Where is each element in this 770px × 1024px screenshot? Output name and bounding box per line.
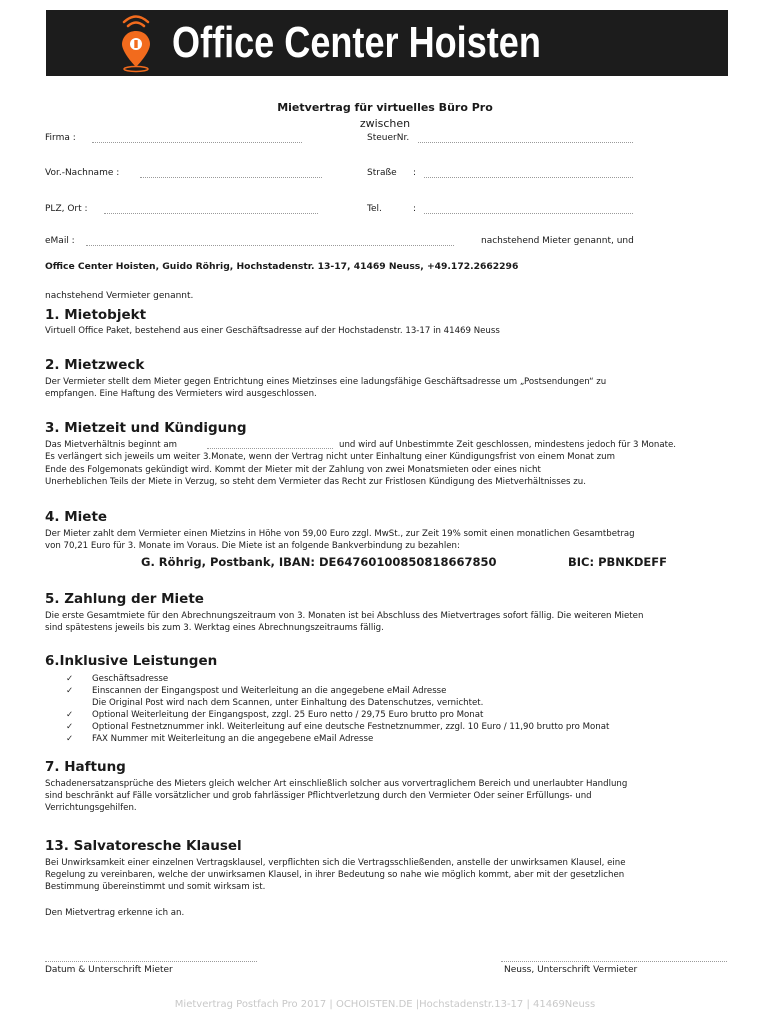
section-13-line-2: Regelung zu vereinbaren, welche der unwirksamen Klausel, in ihrer Bedeutung so nahe wie möglich kommt, aber mit der gesetzlichen (45, 870, 625, 880)
section-3-line-1b: und wird auf Unbestimmte Zeit geschlossen, mindestens jedoch für 3 Monate. (339, 440, 676, 450)
page-footer: Mietvertrag Postfach Pro 2017 | OCHOISTEN.DE |Hochstadenstr.13-17 | 41469Neuss (174, 999, 596, 1010)
section-3-line-3: Ende des Folgemonats gekündigt wird. Kommt der Mieter mit der Zahlung von zwei Monatsmieten oder eines nicht (45, 465, 541, 475)
section-13-line-3: Bestimmung übereinstimmt und somit wirksam ist. (45, 882, 266, 892)
mieter-note: nachstehend Mieter genannt, und (481, 236, 634, 246)
section-4-heading: 4. Miete (45, 509, 108, 525)
landlord-info: Office Center Hoisten, Guido Röhrig, Hochstadenstr. 13-17, 41469 Neuss, +49.172.2662296 (45, 261, 519, 272)
landlord-signature-line[interactable] (501, 961, 727, 962)
section-5-heading: 5. Zahlung der Miete (45, 591, 204, 607)
list-item: ✓ Geschäftsadresse (66, 674, 169, 684)
services-list (66, 673, 609, 746)
landlord-signature-label: Neuss, Unterschrift Vermieter (504, 965, 638, 975)
section-2-line-2: empfangen. Eine Haftung des Vermieters wird ausgeschlossen. (45, 389, 317, 399)
checkmark-icon: ✓ (66, 674, 74, 684)
tel-field[interactable] (424, 213, 633, 214)
section-3-line-1a: Das Mietverhältnis beginnt am (45, 440, 178, 450)
checkmark-icon: ✓ (66, 710, 74, 721)
section-4-line-1: Der Mieter zahlt dem Vermieter einen Mietzins in Höhe von 59,00 Euro zzgl. MwSt., zur Zeit 19% somit einen monatlichen Gesamtbetrag (45, 529, 635, 539)
name-label: Vor.-Nachname : (45, 168, 120, 178)
list-item: ✓ Optional Festnetznummer inkl. Weiterleitung auf eine deutsche Festnetznummer, zzgl. 10 Euro / 11,90 brutto pro Monat (66, 722, 610, 733)
header-banner (46, 10, 728, 76)
section-3-line-2: Es verlängert sich jeweils um weiter 3.Monate, wenn der Vertrag nicht unter Einhaltung einer Kündigungsfrist von einem Monat zum (45, 452, 615, 462)
tenant-signature-label: Datum & Unterschrift Mieter (45, 965, 173, 975)
firma-field[interactable] (92, 142, 302, 143)
section-3-line-4: Unerheblichen Teils der Miete in Verzug, so steht dem Vermieter das Recht zur Fristlosen Kündigung des Mietverhältnisses zu. (45, 477, 586, 487)
email-label: eMail : (45, 236, 75, 246)
acceptance-text: Den Mietvertrag erkenne ich an. (45, 908, 185, 918)
section-6-heading: 6.Inklusive Leistungen (45, 653, 218, 669)
tenant-signature-line[interactable] (45, 961, 257, 962)
section-7-line-2: sind beschränkt auf Fälle vorsätzlicher und grob fahrlässiger Pflichtverletzung durch den Vermieter Oder seiner Erfüllungs- und (45, 791, 592, 801)
list-item: ✓ Einscannen der Eingangspost und Weiterleitung an die angegebene eMail Adresse (66, 686, 447, 697)
bank-details: G. Röhrig, Postbank, IBAN: DE64760100850818667850 (141, 555, 497, 569)
section-2-heading: 2. Mietzweck (45, 357, 145, 373)
section-1-heading: 1. Mietobjekt (45, 307, 147, 323)
location-pin-logo-icon (114, 13, 158, 73)
list-item: Die Original Post wird nach dem Scannen, unter Einhaltung des Datenschutzes, vernichtet. (92, 698, 484, 709)
tel-colon: : (413, 204, 417, 214)
landlord-note: nachstehend Vermieter genannt. (45, 291, 194, 301)
steuernr-label: SteuerNr. (367, 133, 410, 143)
tel-label: Tel. (367, 204, 382, 214)
section-5-line-1: Die erste Gesamtmiete für den Abrechnungszeitraum von 3. Monaten ist bei Abschluss des Mietvertrages sofort fällig. Die weiteren Mieten (45, 611, 644, 621)
section-7-heading: 7. Haftung (45, 759, 126, 775)
section-1-text: Virtuell Office Paket, bestehend aus einer Geschäftsadresse auf der Hochstadenstr. 13-17 in 41469 Neuss (45, 326, 500, 336)
document-title: Mietvertrag für virtuelles Büro Pro (277, 101, 493, 114)
section-13-line-1: Bei Unwirksamkeit einer einzelnen Vertragsklausel, verpflichten sich die Vertragsschließenden, anstelle der unwirksamen Klausel, eine (45, 858, 626, 868)
list-item: ✓ Optional Weiterleitung der Eingangspost, zzgl. 25 Euro netto / 29,75 Euro brutto pro Monat (66, 710, 484, 721)
plz-ort-field[interactable] (104, 213, 318, 214)
section-4-line-2: von 70,21 Euro für 3. Monate im Voraus. Die Miete ist an folgende Bankverbindung zu bezahlen: (45, 541, 460, 551)
email-field[interactable] (86, 245, 454, 246)
steuernr-field[interactable] (418, 142, 633, 143)
firma-label: Firma : (45, 133, 76, 143)
bic-code: BIC: PBNKDEFF (568, 555, 667, 569)
document-subtitle: zwischen (359, 117, 411, 130)
section-2-line-1: Der Vermieter stellt dem Mieter gegen Entrichtung eines Mietzinses eine ladungsfähige Geschäftsadresse um „Postsendungen“ zu (45, 377, 607, 387)
checkmark-icon: ✓ (66, 686, 74, 697)
strasse-label: Straße (367, 168, 397, 178)
checkmark-icon: ✓ (66, 722, 74, 733)
section-7-line-1: Schadenersatzansprüche des Mieters gleich welcher Art einschließlich solcher aus vorvertraglichem Bereich und unerlaubter Handlung (45, 779, 628, 789)
section-7-line-3: Verrichtungsgehilfen. (45, 803, 137, 813)
company-name: Office Center Hoisten (172, 18, 541, 67)
checkmark-icon: ✓ (66, 734, 74, 745)
plz-ort-label: PLZ, Ort : (45, 204, 88, 214)
section-3-heading: 3. Mietzeit und Kündigung (45, 420, 247, 436)
section-13-heading: 13. Salvatoresche Klausel (45, 838, 242, 854)
strasse-colon: : (413, 168, 417, 178)
list-item: ✓ FAX Nummer mit Weiterleitung an die angegebene eMail Adresse (66, 734, 374, 745)
strasse-field[interactable] (424, 177, 633, 178)
name-field[interactable] (140, 177, 322, 178)
section-5-line-2: sind spätestens jeweils bis zum 3. Werktag eines Abrechnungszeitraums fällig. (45, 623, 384, 633)
start-date-field[interactable] (207, 448, 333, 449)
